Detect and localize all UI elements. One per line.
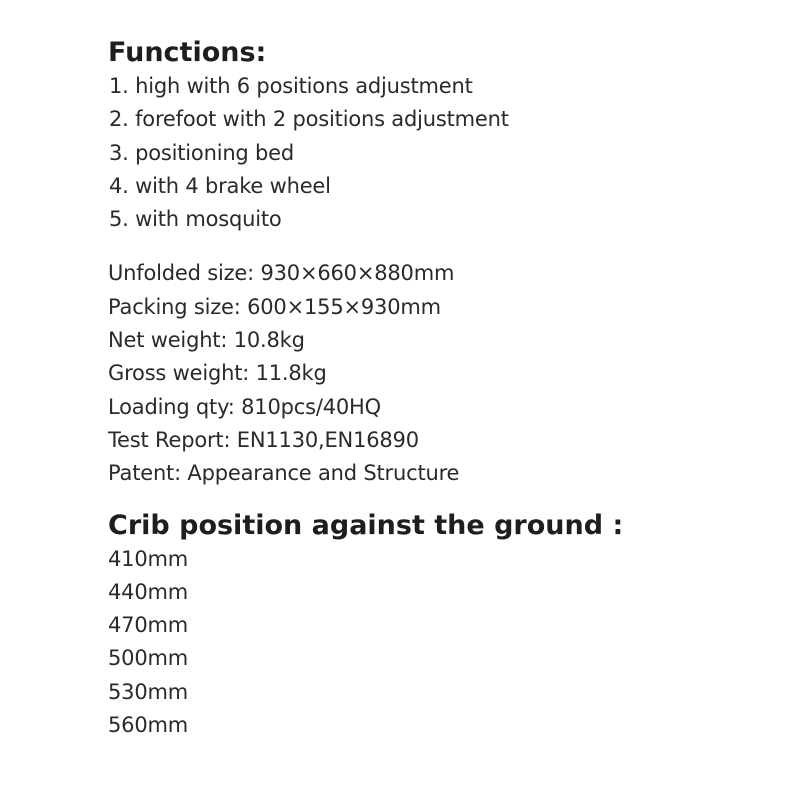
crib-position-section <box>108 509 768 743</box>
crib-position-item: 530mm <box>108 679 188 704</box>
function-item: 1. high with 6 positions adjustment <box>109 74 473 98</box>
function-item: 2. forefoot with 2 positions adjustment <box>109 107 509 132</box>
spec-gross-weight: Gross weight: 11.8kg <box>108 361 327 386</box>
spec-unfolded-size: Unfolded size: 930×660×880mm <box>108 261 455 286</box>
crib-position-item: 500mm <box>108 646 188 671</box>
function-item: 5. with mosquito <box>109 207 282 232</box>
crib-position-item: 470mm <box>108 613 188 638</box>
crib-position-heading: Crib position against the ground : <box>108 509 624 541</box>
spec-patent: Patent: Appearance and Structure <box>108 461 460 486</box>
specifications-section <box>108 257 768 490</box>
spec-packing-size: Packing size: 600×155×930mm <box>108 294 441 319</box>
crib-position-item: 440mm <box>108 579 188 604</box>
spec-sheet <box>108 36 768 742</box>
spec-loading-qty: Loading qty: 810pcs/40HQ <box>108 394 381 419</box>
crib-position-list <box>108 543 768 743</box>
function-item: 4. with 4 brake wheel <box>109 173 331 198</box>
crib-position-item: 410mm <box>108 546 188 571</box>
functions-heading: Functions: <box>108 37 267 68</box>
function-item: 3. positioning bed <box>109 140 295 165</box>
spec-test-report: Test Report: EN1130,EN16890 <box>108 427 419 452</box>
functions-section <box>108 36 768 236</box>
crib-position-item: 560mm <box>108 713 188 738</box>
functions-list <box>108 70 768 236</box>
spec-net-weight: Net weight: 10.8kg <box>108 328 305 353</box>
specifications-list <box>108 257 768 490</box>
